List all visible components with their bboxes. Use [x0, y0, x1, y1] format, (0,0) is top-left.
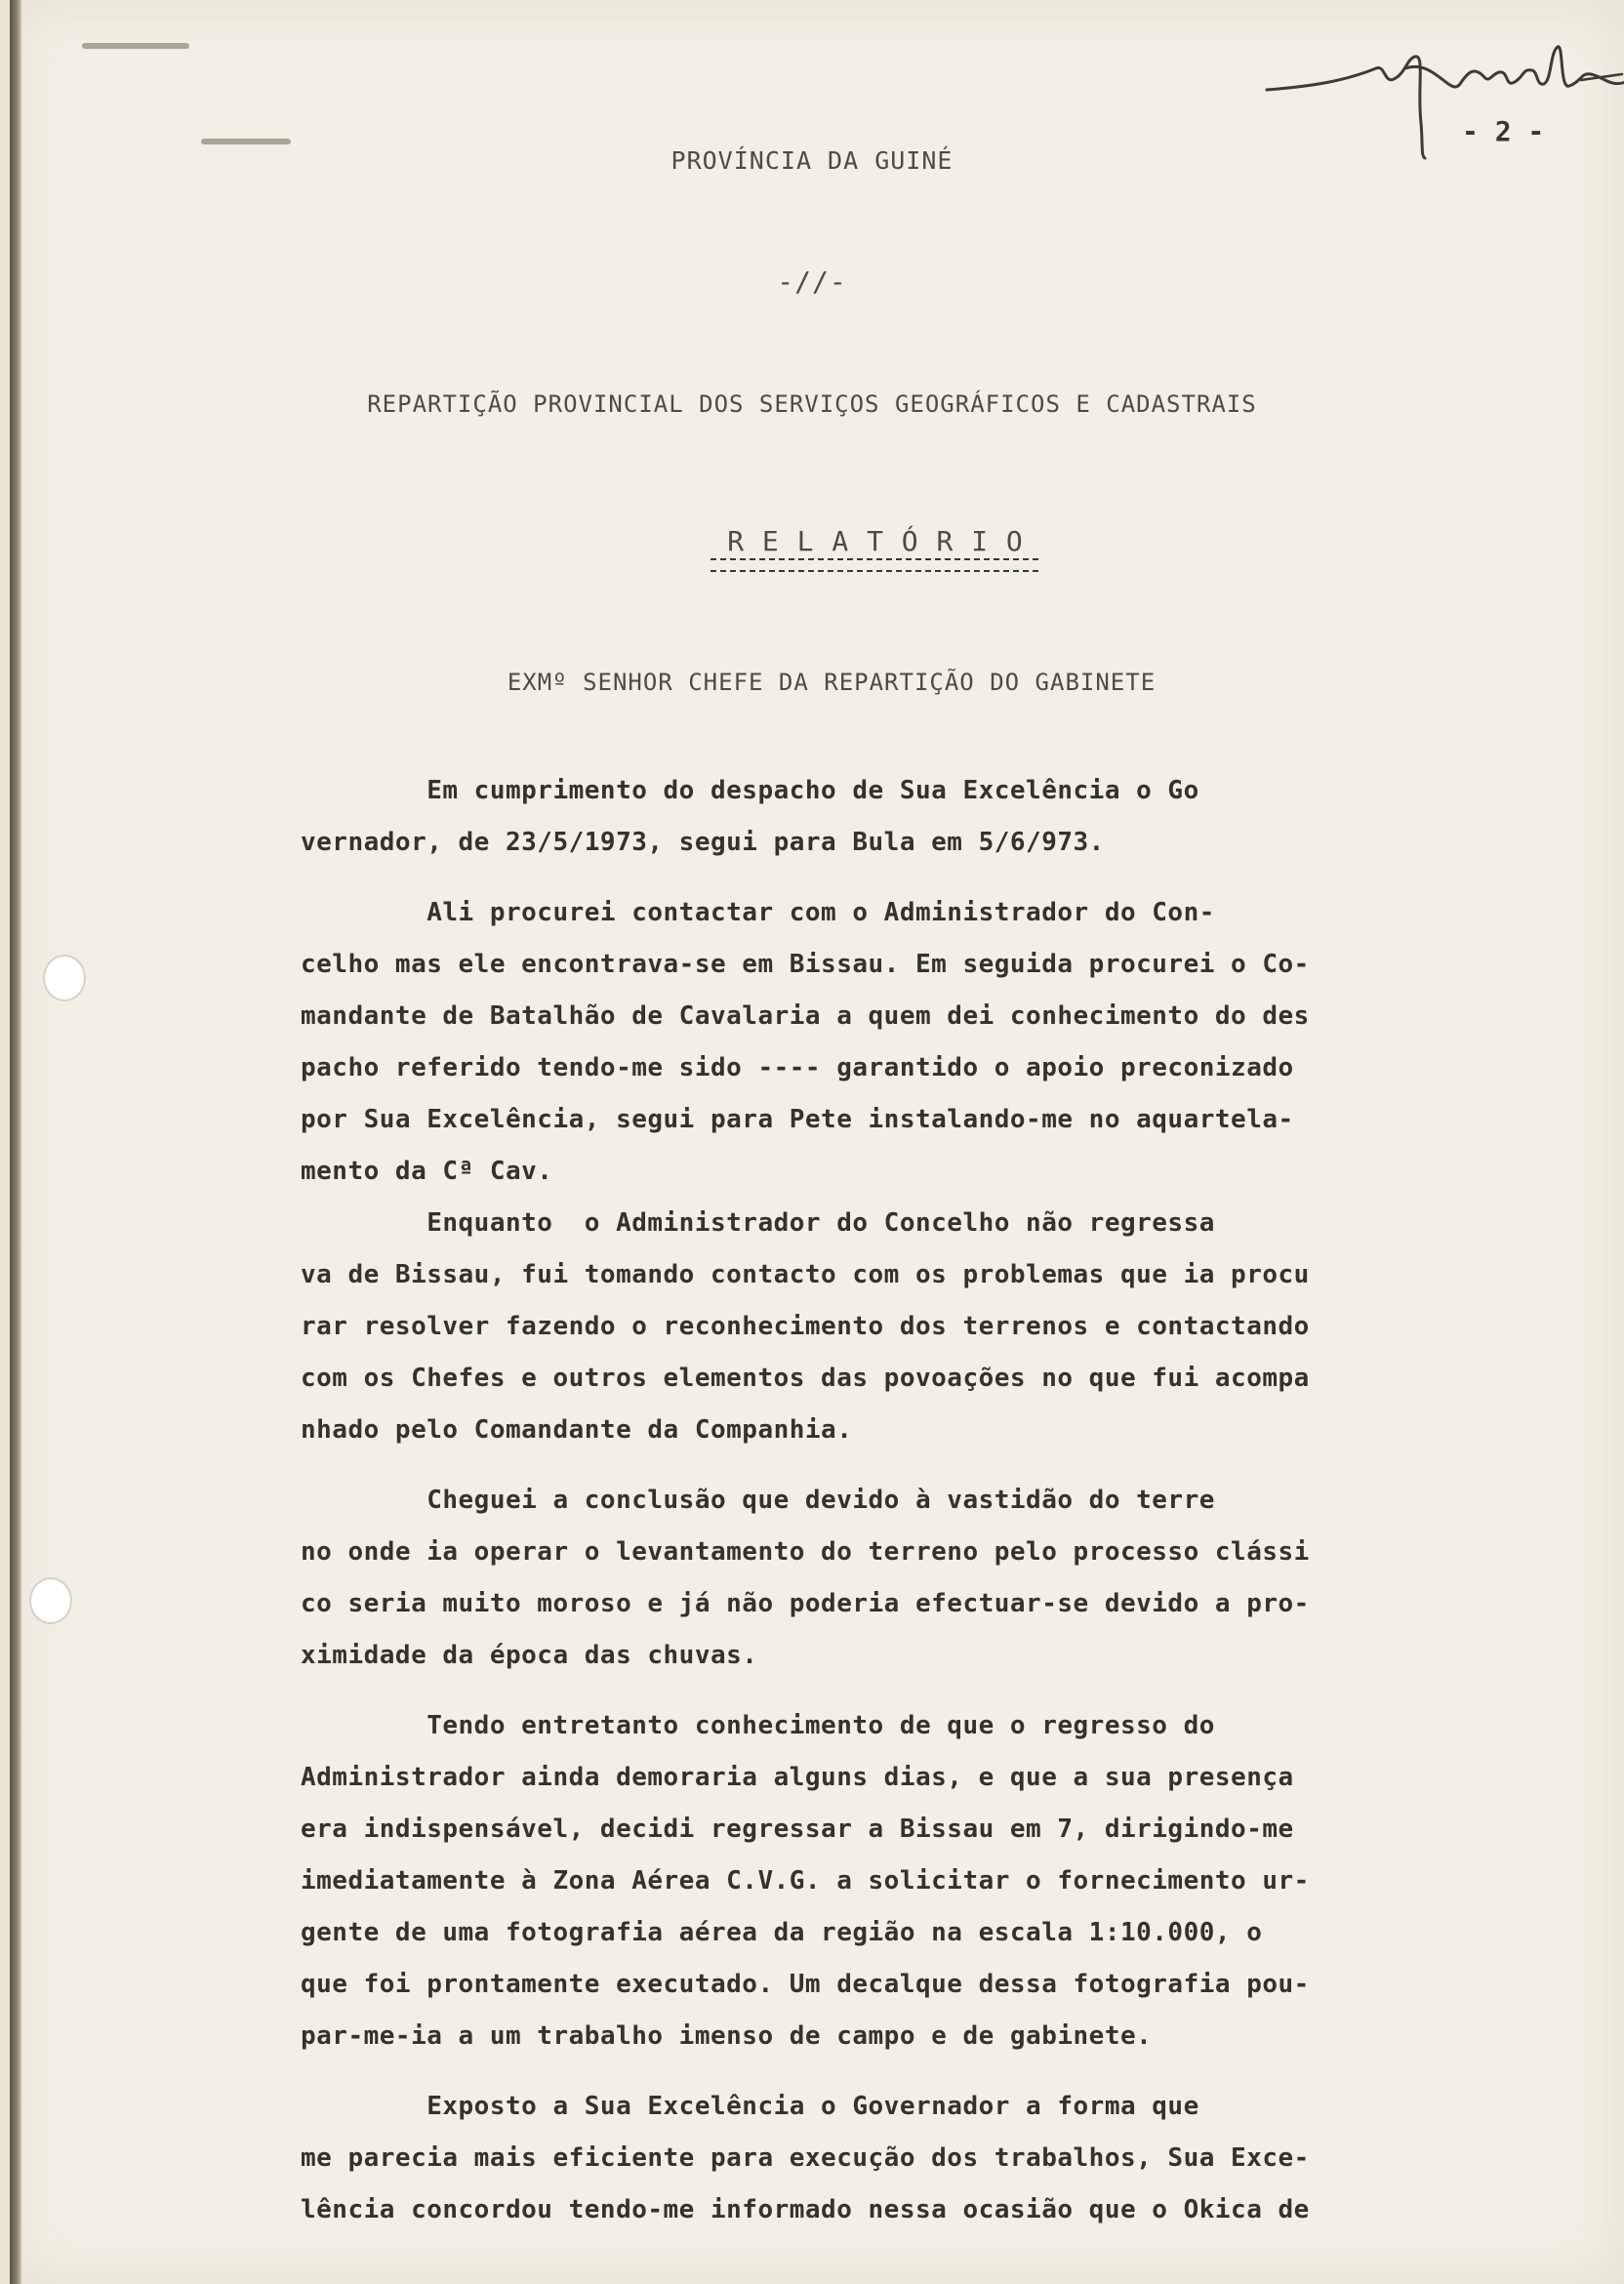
ink-smudge	[82, 43, 189, 49]
body-line: gente de uma fotografia aérea da região na escala 1:10.000, o	[301, 1918, 1263, 1947]
body-line: era indispensável, decidi regressar a Bissau em 7, dirigindo-me	[301, 1815, 1294, 1844]
body-line: Em cumprimento do despacho de Sua Excelência o Go	[301, 776, 1199, 805]
body-line: co seria muito moroso e já não poderia efectuar-se devido a pro-	[301, 1589, 1310, 1618]
body-line: no onde ia operar o levantamento do terreno pelo processo clássi	[301, 1537, 1310, 1567]
body-line: lência concordou tendo-me informado nessa ocasião que o Okica de	[301, 2195, 1310, 2224]
province-heading: PROVÍNCIA DA GUINÉ	[670, 146, 954, 175]
title-double-underline	[710, 558, 1038, 572]
body-line: Exposto a Sua Excelência o Governador a forma que	[301, 2092, 1199, 2121]
page-binding-edge	[10, 0, 21, 2284]
body-line: Ali procurei contactar com o Administrador do Con-	[301, 898, 1215, 927]
body-line: por Sua Excelência, segui para Pete instalando-me no aquartela-	[301, 1105, 1294, 1134]
report-title: R E L A T Ó R I O	[727, 525, 1024, 557]
ink-smudge	[201, 139, 291, 144]
heading-separator: -//-	[777, 265, 847, 298]
addressee-line: EXMº SENHOR CHEFE DA REPARTIÇÃO DO GABINETE	[507, 669, 1157, 696]
punch-hole	[31, 1579, 70, 1622]
body-line: celho mas ele encontrava-se em Bissau. Em seguida procurei o Co-	[301, 950, 1310, 979]
body-line: me parecia mais eficiente para execução dos trabalhos, Sua Exce-	[301, 2143, 1310, 2173]
body-line: ximidade da época das chuvas.	[301, 1641, 758, 1670]
department-heading: REPARTIÇÃO PROVINCIAL DOS SERVIÇOS GEOGRÁFICOS E CADASTRAIS	[367, 390, 1257, 418]
body-line: mento da Cª Cav.	[301, 1157, 553, 1186]
body-line: va de Bissau, fui tomando contacto com os problemas que ia procu	[301, 1260, 1310, 1289]
body-line: rar resolver fazendo o reconhecimento dos terrenos e contactando	[301, 1312, 1310, 1341]
body-line: vernador, de 23/5/1973, segui para Bula em 5/6/973.	[301, 828, 1105, 857]
body-line: imediatamente à Zona Aérea C.V.G. a solicitar o fornecimento ur-	[301, 1866, 1310, 1896]
body-line: Cheguei a conclusão que devido à vastidão do terre	[301, 1486, 1215, 1515]
punch-hole	[45, 957, 84, 999]
body-line: nhado pelo Comandante da Companhia.	[301, 1415, 853, 1445]
handwritten-signature	[1259, 29, 1624, 166]
page-number: - 2 -	[1462, 115, 1545, 147]
body-line: Administrador ainda demoraria alguns dias, e que a sua presença	[301, 1763, 1294, 1792]
body-line: par-me-ia a um trabalho imenso de campo e de gabinete.	[301, 2021, 1153, 2051]
body-line: Tendo entretanto conhecimento de que o regresso do	[301, 1711, 1215, 1740]
body-line: mandante de Batalhão de Cavalaria a quem dei conhecimento do des	[301, 1001, 1310, 1031]
body-line: Enquanto o Administrador do Concelho não regressa	[301, 1208, 1215, 1238]
body-line: com os Chefes e outros elementos das povoações no que fui acompa	[301, 1364, 1310, 1393]
body-line: que foi prontamente executado. Um decalque dessa fotografia pou-	[301, 1970, 1310, 1999]
body-line: pacho referido tendo-me sido ---- garantido o apoio preconizado	[301, 1053, 1294, 1082]
